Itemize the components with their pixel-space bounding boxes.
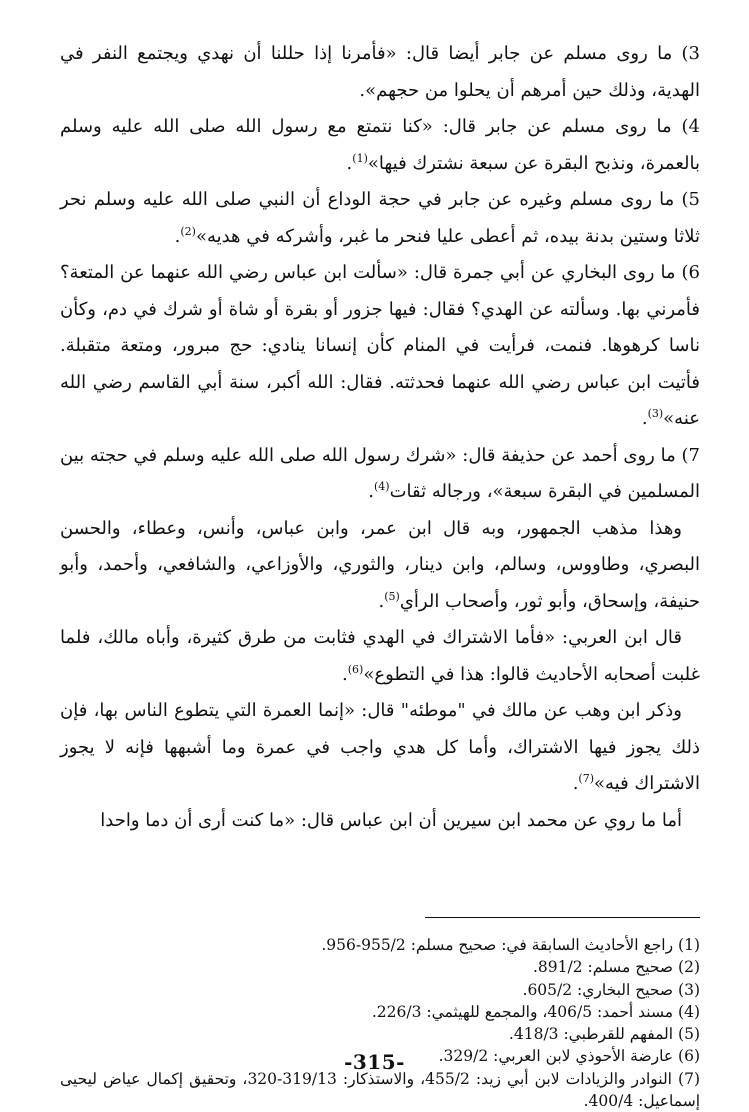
footnote-3: (3) صحيح البخاري: 605/2. bbox=[522, 980, 700, 999]
footnote-divider bbox=[425, 917, 700, 918]
paragraph-ibn-wahb-text: وذكر ابن وهب عن مالك في "موطئه" قال: «إنما العمرة التي يتطوع الناس بها، فإن ذلك يجوز فيها الاشتراك، وأما كل هدي واجب في عمرة وما أشبهها فإنه لا يجوز الاشتراك فيه» bbox=[60, 700, 700, 794]
footnote-ref-3[interactable]: (3) bbox=[647, 407, 664, 420]
footnote-7: (7) النوادر والزيادات لابن أبي زيد: 455/2، والاستذكار: 319/13-320، وتحقيق إكمال عياض ليحيى إسماعيل: 400/4. bbox=[60, 1069, 700, 1111]
footnote-2: (2) صحيح مسلم: 891/2. bbox=[532, 958, 700, 977]
paragraph-ibn-wahb: وذكر ابن وهب عن مالك في "موطئه" قال: «إنما العمرة التي يتطوع الناس بها، فإن ذلك يجوز فيها الاشتراك، وأما كل هدي واجب في عمرة وما أشبهها فإنه لا يجوز الاشتراك فيه»$^{(7)}$. bbox=[60, 700, 700, 794]
footnote-ref-6[interactable]: (6) bbox=[347, 662, 364, 676]
paragraph-7-text: 7) ما روى أحمد عن حذيفة قال: «شرك رسول الله صلى الله عليه وسلم في حجته بين المسلمين في البقرة سبعة»، ورجاله ثقات bbox=[60, 444, 700, 502]
paragraph-3-text: 3) ما روى مسلم عن جابر أيضا قال: «فأمرنا إذا حللنا أن نهدي ويجتمع النفر في الهدية، وذلك حين أمرهم أن يحلوا من حجهم». bbox=[60, 43, 700, 101]
main-text bbox=[60, 36, 700, 839]
paragraph-jumhur: وهذا مذهب الجمهور، وبه قال ابن عمر، وابن عباس، وأنس، وعطاء، والحسن البصري، وطاووس، وسالم، وابن دينار، والثوري، والأوزاعي، والشافعي، وأحمد، وأبو حنيفة، وإسحاق، وأبو ثور، وأصحاب الرأي$^{(5)}$. bbox=[60, 517, 700, 612]
paragraph-5: 5) ما روى مسلم وغيره عن جابر في حجة الوداع أن النبي صلى الله عليه وسلم نحر ثلاثا وستين بدنة بيده، ثم أعطى عليا فنحر ما غبر، وأشركه في هديه»$^{(2)}$. bbox=[60, 189, 700, 247]
footnote-ref-4[interactable]: (4) bbox=[374, 480, 390, 493]
footnote-ref-1[interactable]: (1) bbox=[352, 151, 368, 165]
paragraph-3 bbox=[60, 36, 700, 109]
paragraph-7: 7) ما روى أحمد عن حذيفة قال: «شرك رسول الله صلى الله عليه وسلم في حجته بين المسلمين في البقرة سبعة»، ورجاله ثقات$^{(4)}$. bbox=[60, 444, 700, 502]
footnote-1: (1) راجع الأحاديث السابقة في: صحيح مسلم: 955/2-956. bbox=[321, 936, 700, 954]
footnote-ref-5[interactable]: (5) bbox=[384, 589, 400, 603]
paragraph-ibn-sirin bbox=[60, 803, 700, 840]
paragraph-5-text: 5) ما روى مسلم وغيره عن جابر في حجة الوداع أن النبي صلى الله عليه وسلم نحر ثلاثا وستين بدنة بيده، ثم أعطى عليا فنحر ما غبر، وأشركه في هديه» bbox=[60, 189, 700, 247]
page-body bbox=[60, 36, 700, 1112]
paragraph-jumhur-text: وهذا مذهب الجمهور، وبه قال ابن عمر، وابن عباس، وأنس، وعطاء، والحسن البصري، وطاووس، وسالم، وابن دينار، والثوري، والأوزاعي، والشافعي، وأحمد، وأبو حنيفة، وإسحاق، وأبو ثور، وأصحاب الرأي bbox=[60, 517, 700, 612]
footnote-5: (5) المفهم للقرطبي: 418/3. bbox=[508, 1025, 700, 1044]
paragraph-4-text: 4) ما روى مسلم عن جابر قال: «كنا نتمتع مع رسول الله صلى الله عليه وسلم بالعمرة، ونذبح البقرة عن سبعة نشترك فيها» bbox=[60, 116, 700, 174]
footnote-4: (4) مسند أحمد: 406/5، والمجمع للهيثمي: 226/3. bbox=[371, 1002, 700, 1021]
footnotes bbox=[60, 934, 700, 1112]
footnote-ref-7[interactable]: (7) bbox=[578, 772, 595, 785]
page-number: -315- bbox=[344, 1050, 405, 1074]
paragraph-4: 4) ما روى مسلم عن جابر قال: «كنا نتمتع مع رسول الله صلى الله عليه وسلم بالعمرة، ونذبح البقرة عن سبعة نشترك فيها»$^{(1)}$. bbox=[60, 116, 700, 174]
paragraph-ibn-arabi-text: قال ابن العربي: «فأما الاشتراك في الهدي فثابت من طرق كثيرة، وأباه مالك، فلما غلبت أصحابه الأحاديث قالوا: هذا في التطوع» bbox=[60, 627, 700, 685]
paragraph-ibn-sirin-text: أما ما روي عن محمد ابن سيرين أن ابن عباس قال: «ما كنت أرى أن دما واحدا bbox=[100, 809, 682, 831]
footnote-ref-2[interactable]: (2) bbox=[180, 224, 196, 238]
paragraph-6: 6) ما روى البخاري عن أبي جمرة قال: «سألت ابن عباس رضي الله عنهما عن المتعة؟ فأمرني بها. وسألته عن الهدي؟ فقال: فيها جزور أو بقرة أو شاة أو شرك في دم، وكأن ناسا كرهوها. فنمت، فرأيت في المنام كأن إنسانا ينادي: حج مبرور، ومتعة متقبلة. فأتيت ابن عباس رضي الله عنهما فحدثته. فقال: الله أكبر، سنة أبي القاسم رضي الله عنه»$^{(3)}$. bbox=[60, 262, 700, 429]
paragraph-ibn-arabi: قال ابن العربي: «فأما الاشتراك في الهدي فثابت من طرق كثيرة، وأباه مالك، فلما غلبت أصحابه الأحاديث قالوا: هذا في التطوع»$^{(6)}$. bbox=[60, 627, 700, 685]
spacer bbox=[60, 839, 700, 917]
footnote-6: (6) عارضة الأحوذي لابن العربي: 329/2. bbox=[438, 1047, 700, 1066]
paragraph-6-text: 6) ما روى البخاري عن أبي جمرة قال: «سألت ابن عباس رضي الله عنهما عن المتعة؟ فأمرني بها. وسألته عن الهدي؟ فقال: فيها جزور أو بقرة أو شاة أو شرك في دم، وكأن ناسا كرهوها. فنمت، فرأيت في المنام كأن إنسانا ينادي: حج مبرور، ومتعة متقبلة. فأتيت ابن عباس رضي الله عنهما فحدثته. فقال: الله أكبر، سنة أبي القاسم رضي الله عنه» bbox=[60, 262, 700, 429]
